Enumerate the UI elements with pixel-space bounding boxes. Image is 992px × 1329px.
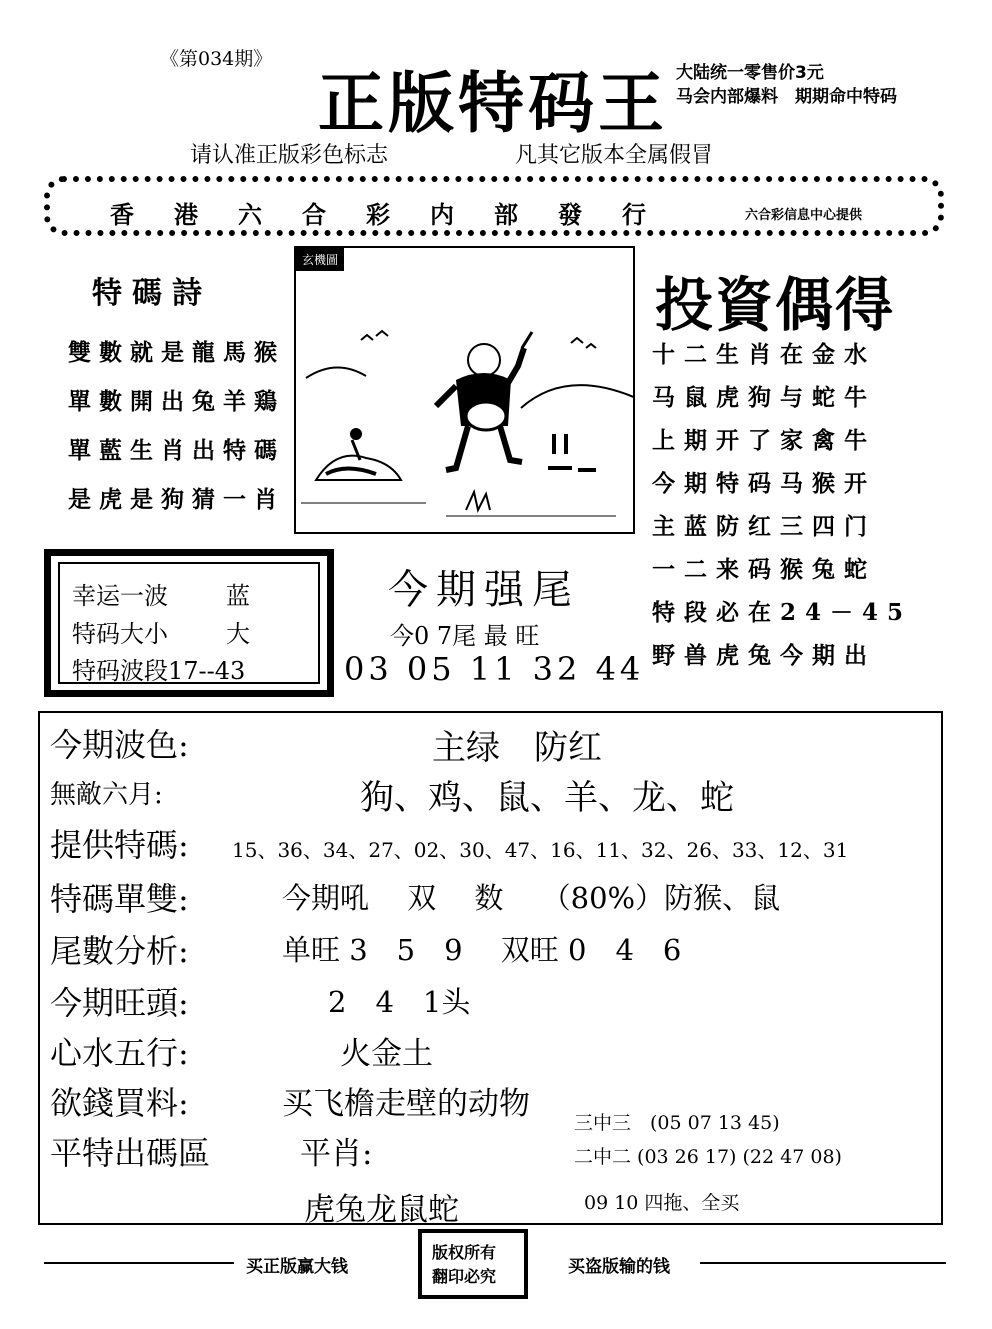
riddle-illustration <box>296 248 635 534</box>
page-title: 正版特码王 <box>318 64 668 142</box>
poem-line: 雙數就是龍馬猴 <box>68 339 285 366</box>
buy-label: 欲錢買料: <box>50 1084 189 1122</box>
banner-text: 香港六合彩内部發行 <box>110 200 686 229</box>
odd-even-label: 特碼單雙: <box>50 880 189 918</box>
special-code-label: 提供特碼: <box>50 826 189 864</box>
invest-line: 今期特码马猴开 <box>652 470 876 497</box>
footer-slogan-left: 买正版赢大钱 <box>246 1257 348 1277</box>
authenticity-notice: 请认准正版彩色标志 <box>190 143 389 168</box>
invest-line: 上期开了家禽牛 <box>652 427 876 454</box>
banner-source: 六合彩信息中心提供 <box>745 208 863 223</box>
element-label: 心水五行: <box>50 1034 189 1072</box>
footer-divider-right <box>700 1262 946 1264</box>
footer-divider-left <box>44 1262 234 1264</box>
flat-animal-label: 平肖: <box>300 1136 373 1172</box>
counterfeit-notice: 凡其它版本全属假冒 <box>515 143 714 168</box>
odd-even-value: 今期吼 双 数 （80%）防猴、鼠 <box>282 881 781 915</box>
two-of-two: 二中二 (03 26 17) (22 47 08) <box>574 1146 842 1168</box>
wave-color-value: 主绿 防红 <box>432 728 602 768</box>
size-label: 特码大小 <box>72 620 168 648</box>
flat-code-label: 平特出碼區 <box>50 1134 211 1172</box>
lucky-wave-value: 蓝 <box>226 582 250 610</box>
picture-label: 玄機圖 <box>296 248 344 271</box>
invest-line: 特段必在24－45 <box>652 599 913 626</box>
reprint-line: 翻印必究 <box>432 1267 497 1286</box>
head-value: 2 4 1头 <box>328 985 471 1019</box>
invest-line: 一二来码猴兔蛇 <box>652 556 876 583</box>
poem-title: 特碼詩 <box>92 276 212 311</box>
size-value: 大 <box>226 620 250 648</box>
price-line: 大陆统一零售价3元 <box>676 63 824 83</box>
tagline: 马会内部爆料 期期命中特码 <box>676 87 897 107</box>
strong-tail-numbers: 03 05 11 32 44 <box>344 650 645 688</box>
lucky-wave-label: 幸运一波 <box>72 582 168 610</box>
invest-line: 主蓝防红三四门 <box>652 513 876 540</box>
invest-line: 野兽虎兔今期出 <box>652 642 876 669</box>
tail-analysis-value: 单旺 3 5 9 双旺 0 4 6 <box>282 933 682 967</box>
wave-color-label: 今期波色: <box>50 726 189 764</box>
wave-range: 特码波段17--43 <box>72 657 246 685</box>
invest-line: 马鼠虎狗与蛇牛 <box>652 384 876 411</box>
strong-tail-title: 今期强尾 <box>388 567 580 613</box>
flat-animals: 虎兔龙鼠蛇 <box>304 1192 459 1228</box>
special-code-value: 15、36、34、27、02、30、47、16、11、32、26、33、12、31 <box>232 838 849 862</box>
june-value: 狗、鸡、鼠、羊、龙、蛇 <box>360 778 734 818</box>
three-of-three: 三中三 (05 07 13 45) <box>574 1112 780 1134</box>
copyright-line: 版权所有 <box>432 1243 497 1262</box>
invest-line: 十二生肖在金水 <box>652 341 876 368</box>
june-label: 無敵六月: <box>50 780 163 810</box>
element-value: 火金土 <box>340 1036 433 1072</box>
drag-combo: 09 10 四拖、全买 <box>584 1192 740 1214</box>
issue-number: 《第034期》 <box>160 48 273 70</box>
poem-line: 單藍生肖出特碼 <box>68 437 285 464</box>
footer-slogan-right: 买盗版输的钱 <box>568 1257 670 1277</box>
riddle-picture <box>294 246 635 534</box>
head-label: 今期旺頭: <box>50 984 189 1022</box>
poem-line: 是虎是狗猜一肖 <box>68 486 285 513</box>
poem-line: 單數開出兔羊鶏 <box>68 388 285 415</box>
tail-analysis-label: 尾數分析: <box>50 932 189 970</box>
strong-tail-line: 今0 7尾 最 旺 <box>390 622 540 650</box>
buy-value: 买飞檐走壁的动物 <box>282 1086 530 1122</box>
invest-title: 投資偶得 <box>655 271 896 339</box>
